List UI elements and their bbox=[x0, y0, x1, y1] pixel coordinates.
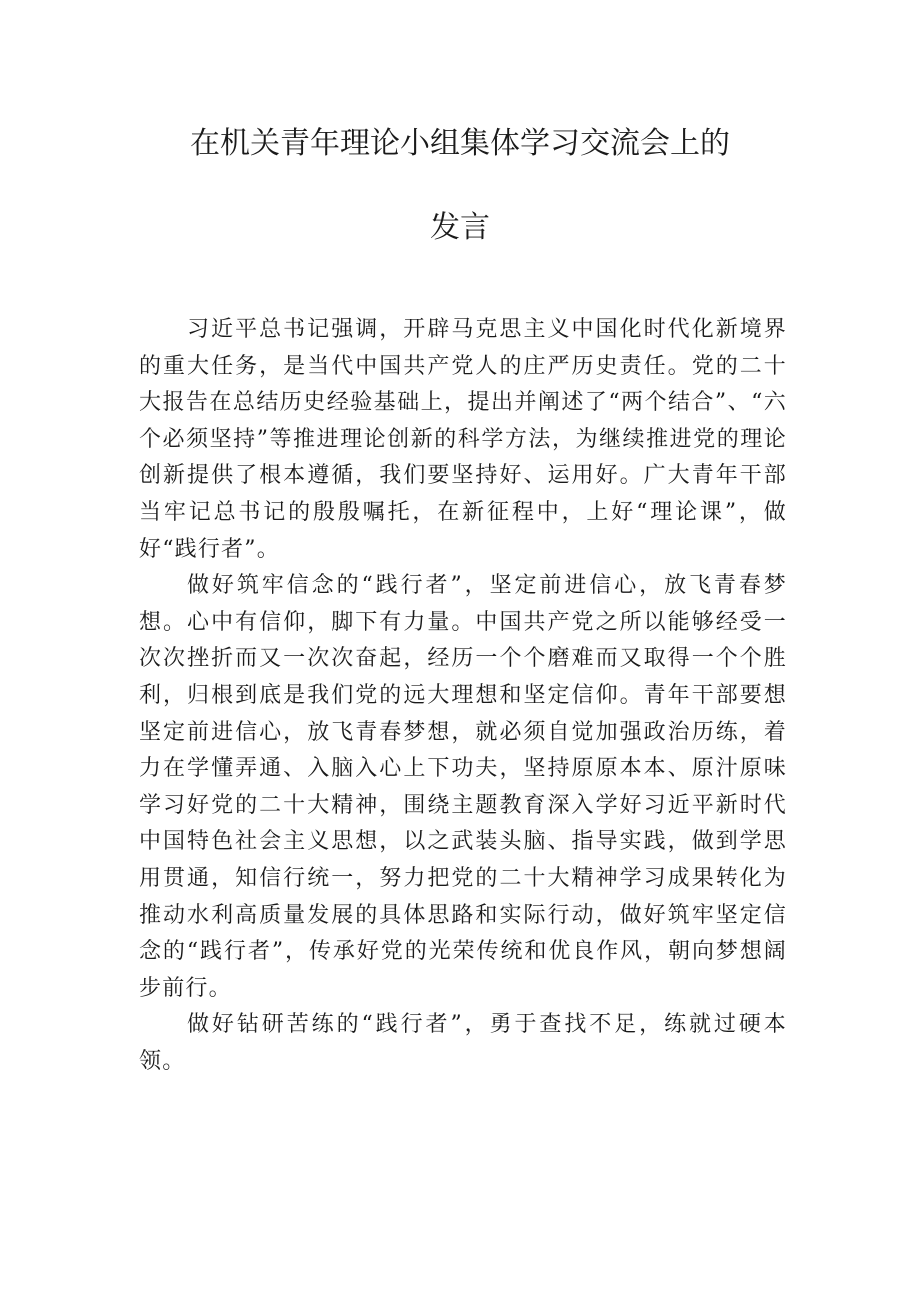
paragraph: 做好筑牢信念的“践行者”，坚定前进信心，放飞青春梦想。心中有信仰，脚下有力量。中国共产党之所以能够经受一次次挫折而又一次次奋起，经历一个个磨难而又取得一个个胜利，归根到底是我们党的远大理想和坚定信仰。青年干部要想坚定前进信心，放飞青春梦想，就必须自觉加强政治历练，着力在学懂弄通、入脑入心上下功夫，坚持原原本本、原汁原味学习好党的二十大精神，围绕主题教育深入学好习近平新时代中国特色社会主义思想，以之武装头脑、指导实践，做到学思用贯通，知信行统一，努力把党的二十大精神学习成果转化为推动水利高质量发展的具体思路和实际行动，做好筑牢坚定信念的“践行者”，传承好党的光荣传统和优良作风，朝向梦想阔步前行。 bbox=[139, 573, 787, 1001]
paragraph: 做好钻研苦练的“践行者”，勇于查找不足，练就过硬本领。 bbox=[139, 1012, 787, 1074]
document-title-line-1: 在机关青年理论小组集体学习交流会上的 bbox=[190, 126, 730, 161]
document-body bbox=[139, 312, 787, 1080]
document-title-line-2: 发言 bbox=[430, 210, 490, 245]
paragraph: 习近平总书记强调，开辟马克思主义中国化时代化新境界的重大任务，是当代中国共产党人的庄严历史责任。党的二十大报告在总结历史经验基础上，提出并阐述了“两个结合”、“六个必须坚持”等推进理论创新的科学方法，为继续推进党的理论创新提供了根本遵循，我们要坚持好、运用好。广大青年干部当牢记总书记的殷殷嘱托，在新征程中，上好“理论课”，做好“践行者”。 bbox=[139, 317, 787, 562]
